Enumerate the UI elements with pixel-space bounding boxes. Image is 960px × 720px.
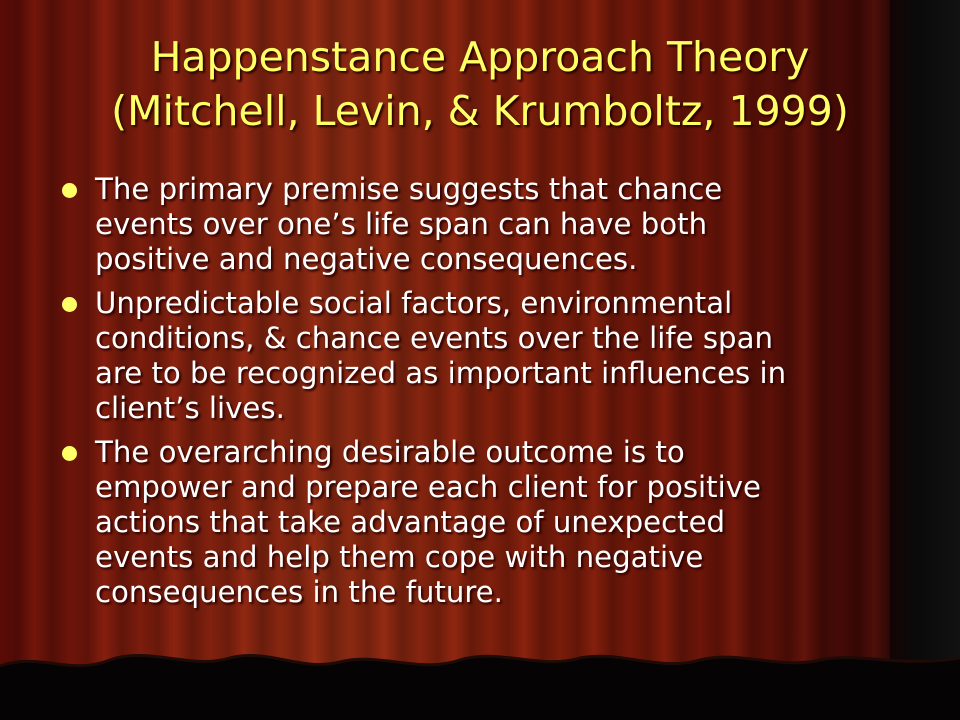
bullet-line: actions that take advantage of unexpected [95, 505, 726, 539]
bullet-line: empower and prepare each client for positive [95, 470, 761, 504]
slide-title [40, 30, 920, 138]
bullet-item [62, 435, 892, 610]
bullet-dot-icon [62, 297, 77, 312]
title-line-1: Happenstance Approach Theory [150, 33, 810, 81]
bullet-line: are to be recognized as important influences in [95, 356, 787, 390]
bullet-line: Unpredictable social factors, environmental [95, 286, 733, 320]
bullet-line: client’s lives. [95, 391, 285, 425]
bullet-line: events and help them cope with negative [95, 540, 704, 574]
bullet-line: consequences in the future. [95, 575, 503, 609]
bullet-item [62, 286, 892, 426]
bullet-dot-icon [62, 446, 77, 461]
bullet-item [62, 172, 892, 277]
title-line-2: (Mitchell, Levin, & Krumboltz, 1999) [111, 87, 849, 135]
bullet-line: The overarching desirable outcome is to [95, 435, 685, 469]
bullet-line: The primary premise suggests that chance [95, 172, 723, 206]
stage-floor [0, 648, 960, 720]
bullet-dot-icon [62, 183, 77, 198]
bullet-line: conditions, & chance events over the life span [95, 321, 773, 355]
bullet-list [62, 172, 892, 619]
bullet-line: events over one’s life span can have both [95, 207, 708, 241]
bullet-line: positive and negative consequences. [95, 242, 638, 276]
